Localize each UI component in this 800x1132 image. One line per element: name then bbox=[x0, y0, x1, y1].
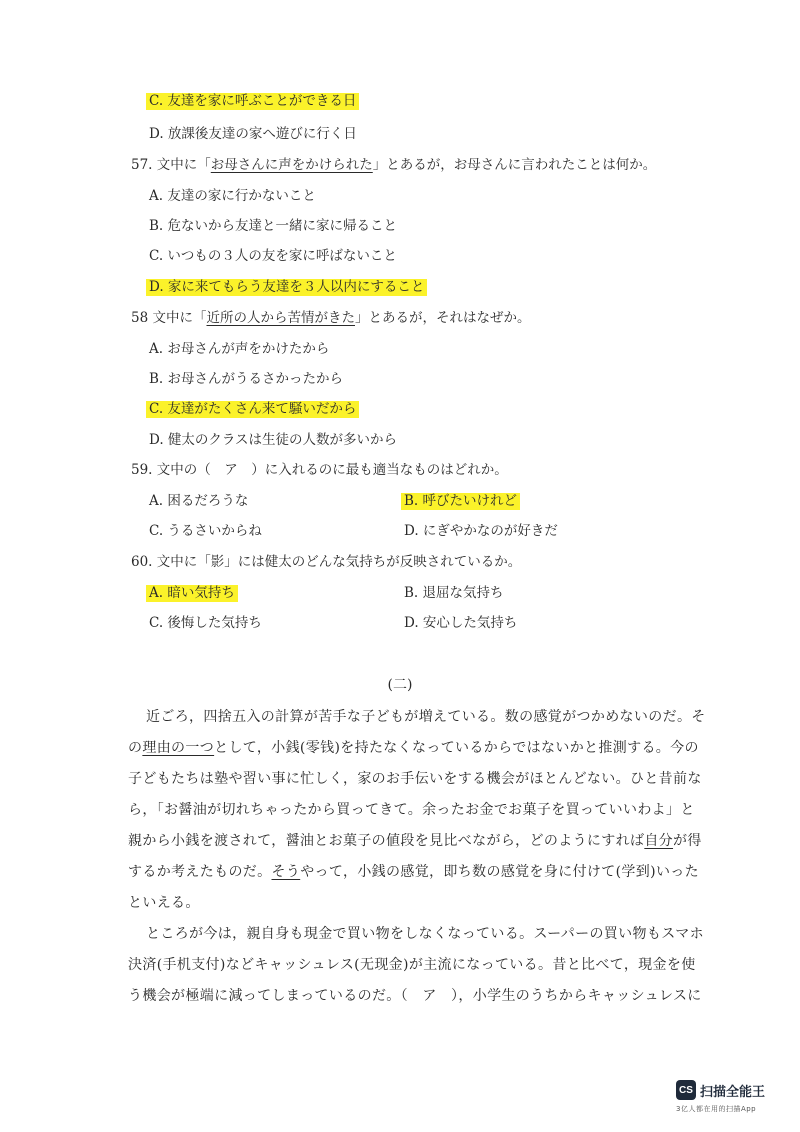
q60-stem: 60. 文中に「影」には健太のどんな気持ちが反映されているか。 bbox=[131, 554, 522, 570]
q58-underlined-phrase: 近所の人から苦情がきた bbox=[206, 310, 355, 326]
watermark-tagline: 3亿人都在用的扫描App bbox=[676, 1105, 757, 1113]
q59-option-a: A. 困るだろうな bbox=[149, 493, 249, 509]
underlined-self: 自分 bbox=[644, 833, 674, 849]
answer-highlight: C. 友達を家に呼ぶことができる日 bbox=[146, 93, 359, 110]
q56-option-d: D. 放課後友達の家へ遊びに行く日 bbox=[149, 126, 357, 142]
camscanner-logo-icon: CS bbox=[676, 1080, 696, 1100]
paragraph-1-line-4: ら，「お醤油が切れちゃったから買ってきて。余ったお金でお菓子を買っていいわよ」と bbox=[128, 802, 695, 818]
q57-option-d bbox=[149, 276, 427, 298]
q59-option-c: C. うるさいからね bbox=[149, 523, 262, 539]
q60-option-b: B. 退屈な気持ち bbox=[404, 585, 504, 601]
q60-option-a bbox=[149, 582, 238, 604]
q57-stem: 57. 文中に「お母さんに声をかけられた」とあるが，お母さんに言われたことは何か。 bbox=[131, 157, 657, 173]
q59-option-b bbox=[404, 490, 520, 512]
answer-highlight: B. 呼びたいけれど bbox=[401, 493, 520, 510]
paragraph-2-line-1: ところが今は，親自身も現金で買い物をしなくなっている。スーパーの買い物もスマホ bbox=[146, 926, 704, 942]
q58-option-d: D. 健太のクラスは生徒の人数が多いから bbox=[149, 432, 398, 448]
q59-stem: 59. 文中の（ ア ）に入れるのに最も適当なものはどれか。 bbox=[131, 462, 508, 478]
q58-option-c bbox=[149, 398, 359, 420]
paragraph-1-line-3: 子どもたちは塾や習い事に忙しく，家のお手伝いをする機会がほとんどない。ひと昔前な bbox=[128, 771, 702, 787]
q57-option-b: B. 危ないから友達と一緒に家に帰ること bbox=[149, 218, 398, 234]
answer-highlight: A. 暗い気持ち bbox=[146, 585, 238, 602]
paragraph-1-line-6: するか考えたものだ。そうやって，小銭の感覚，即ち数の感覚を身に付けて(学到)いった bbox=[128, 864, 699, 880]
q56-option-c bbox=[149, 90, 359, 112]
q60-option-c: C. 後悔した気持ち bbox=[149, 615, 262, 631]
q58-option-b: B. お母さんがうるさかったから bbox=[149, 371, 344, 387]
q57-option-a: A. 友達の家に行かないこと bbox=[149, 188, 316, 204]
underlined-sou: そう bbox=[271, 864, 301, 880]
watermark-app-name: 扫描全能王 bbox=[700, 1085, 766, 1100]
answer-highlight: D. 家に来てもらう友達を３人以内にすること bbox=[146, 279, 427, 296]
q58-option-a: A. お母さんが声をかけたから bbox=[149, 341, 330, 357]
paragraph-2-line-2: 決済(手机支付)などキャッシュレス(无现金)が主流になっている。昔と比べて，現金を使 bbox=[128, 957, 696, 973]
q59-option-d: D. にぎやかなのが好きだ bbox=[404, 523, 558, 539]
paragraph-1-line-1: 近ごろ，四捨五入の計算が苦手な子どもが増えている。数の感覚がつかめないのだ。そ bbox=[146, 709, 706, 725]
paragraph-1-line-2: の理由の一つとして，小銭(零钱)を持たなくなっているからではないかと推測する。今の bbox=[128, 740, 699, 756]
q57-option-c: C. いつもの３人の友を家に呼ばないこと bbox=[149, 248, 397, 264]
answer-highlight: C. 友達がたくさん来て騒いだから bbox=[146, 401, 359, 418]
paragraph-2-line-3: う機会が極端に減ってしまっているのだ。（ ア ），小学生のうちからキャッシュレスに bbox=[128, 988, 702, 1004]
q57-underlined-phrase: お母さんに声をかけられた bbox=[210, 157, 373, 173]
paragraph-1-line-5: 親から小銭を渡されて，醤油とお菓子の値段を見比べながら，どのようにすれば自分が得 bbox=[128, 833, 702, 849]
section-heading: (二) bbox=[387, 677, 413, 693]
q60-option-d: D. 安心した気持ち bbox=[404, 615, 518, 631]
q58-stem: 58 文中に「近所の人から苦情がきた」とあるが，それはなぜか。 bbox=[131, 310, 531, 326]
scanner-watermark bbox=[676, 1080, 786, 1116]
paragraph-1-line-7: といえる。 bbox=[128, 895, 200, 911]
underlined-reason: 理由の一つ bbox=[142, 740, 215, 756]
